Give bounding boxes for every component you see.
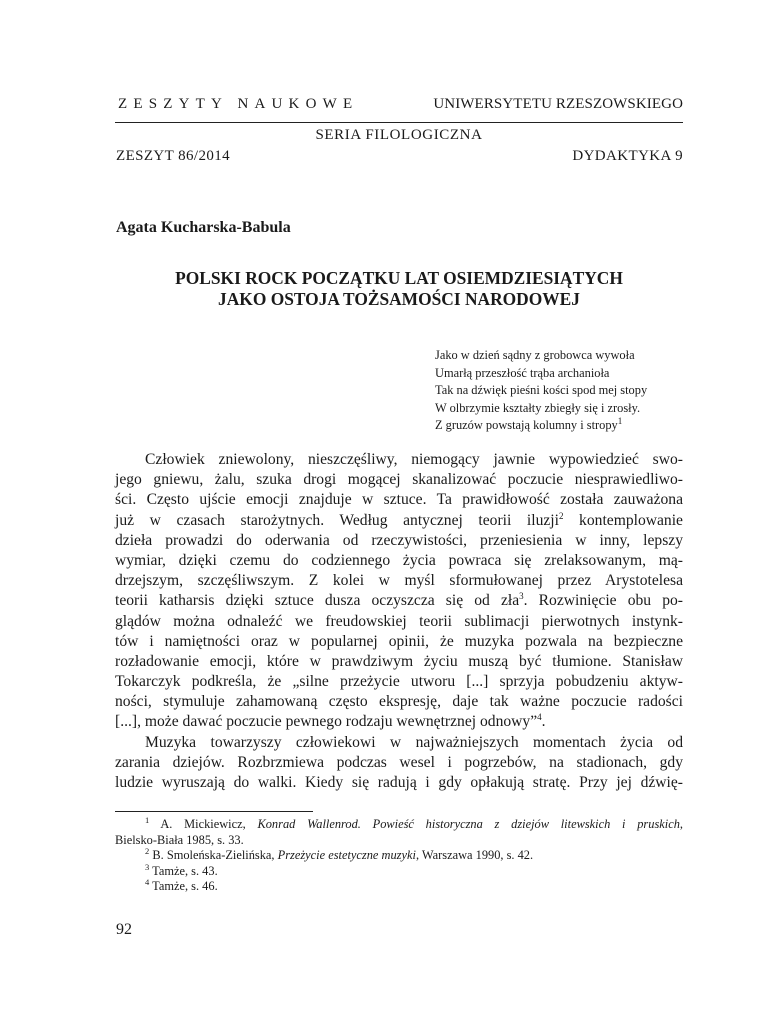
author-name: Agata Kucharska-Babula (116, 219, 291, 236)
footnotes (115, 814, 684, 895)
body-line: Muzyka towarzyszy człowiekowi w najważniejszych momentach życia od (145, 733, 683, 751)
body-line: ści. Często ujście emocji znajduje w sztuce. Ta prawidłowość została zauważona (115, 491, 683, 509)
body-line: Człowiek zniewolony, nieszczęśliwy, niemogący jawnie wypowiedzieć swo- (145, 451, 683, 468)
footnote-ref[interactable]: 1 (617, 416, 623, 427)
footnote-2: $^2$ B. Smoleńska-Zielińska, Przeżycie estetyczne muzyki, Warszawa 1990, s. 42. (145, 845, 534, 862)
footnote-ref[interactable]: 4 (537, 712, 542, 723)
footnote-1: $^1$ A. Mickiewicz, Konrad Wallenrod. Powieść historyczna z dziejów litewskich i pruskich, (145, 814, 684, 831)
footnote-rule (115, 811, 313, 812)
article-title (115, 268, 683, 310)
motto-line: Z gruzów powstają kolumny i stropy$^1$ (435, 416, 623, 433)
journal-header (118, 96, 683, 113)
page-number: 92 (116, 921, 132, 938)
body-line: już w czasach starożytnych. Według antycznej teorii iluzji$^2$ kontemplowanie (115, 510, 683, 529)
motto-quote (435, 347, 647, 435)
section-name: DYDAKTYKA 9 (572, 148, 683, 164)
body-line: ludzie wyruszają do walki. Kiedy się radują i gdy opłakują stratę. Przy jej dźwię- (115, 774, 683, 791)
body-line: Tokarczyk podkreśla, że „silne przeżycie utworu [...] sprzyja pobudzeniu aktyw- (115, 673, 683, 691)
journal-title: ZESZYTY NAUKOWE (118, 96, 359, 112)
university-name: UNIWERSYTETU RZESZOWSKIEGO (433, 96, 683, 112)
footnote-ref[interactable]: 2 (558, 510, 564, 521)
body-line: zarania dziejów. Rozbrzmiewa podczas wesel i pogrzebów, na stadionach, gdy (115, 753, 683, 771)
series-name: SERIA FILOLOGICZNA (315, 127, 483, 143)
motto-line: W olbrzymie kształty zbiegły się i zrosły. (435, 400, 641, 415)
issue-number: ZESZYT 86/2014 (116, 148, 231, 164)
motto-line: Umarłą przeszłość trąba archanioła (435, 365, 610, 380)
motto-line: Tak na dźwięk pieśni kości spod mej stopy (435, 383, 648, 398)
title-line: JAKO OSTOJA TOŻSAMOŚCI NARODOWEJ (218, 289, 580, 309)
body-line: jego gniewu, żalu, szuka drogi mogącej skanalizować poczucie niesprawiedliwo- (115, 471, 683, 489)
body-line: glądów można odnaleźć we freudowskiej teorii sublimacji pierwotnych instynk- (115, 612, 683, 630)
footnote-1-continued: Bielsko-Biała 1985, s. 33. (115, 832, 244, 847)
footnote-4: $^4$ Tamże, s. 46. (145, 876, 218, 893)
body-line: wymiar, dzięki czemu do codziennego życia powraca się zrelaksowanym, mą- (115, 551, 683, 569)
body-line: ności, stymuluje zahamowaną często ekspresję, daje tak ważne poczucie radości (115, 693, 683, 711)
motto-line: Jako w dzień sądny z grobowca wywoła (435, 348, 635, 362)
body-text (115, 450, 683, 793)
title-line: POLSKI ROCK POCZĄTKU LAT OSIEMDZIESIĄTYCH (175, 268, 623, 288)
body-line: tów i namiętności oraz w popularnej opinii, że muzyka pozwala na bezpieczne (115, 632, 683, 650)
footnote-ref[interactable]: 3 (519, 591, 524, 602)
body-line: teorii katharsis dzięki sztuce dusza oczyszcza się od zła$^3$. Rozwinięcie obu po- (115, 591, 683, 610)
body-line: [...], może dawać poczucie pewnego rodzaju wewnętrznej odnowy”$^4$. (115, 712, 546, 731)
body-line: dzieła prowadzi do oderwania od rzeczywistości, przeniesienia w inny, lepszy (115, 531, 683, 549)
footnote-3: $^3$ Tamże, s. 43. (145, 861, 218, 878)
body-line: drzejszym, szczęśliwszym. Z kolei w myśl sformułowanej przez Arystotelesa (115, 572, 683, 590)
header-rule (115, 122, 683, 123)
body-line: rozładowanie emocji, które w prawdziwym życiu muszą być tłumione. Stanisław (115, 652, 683, 670)
